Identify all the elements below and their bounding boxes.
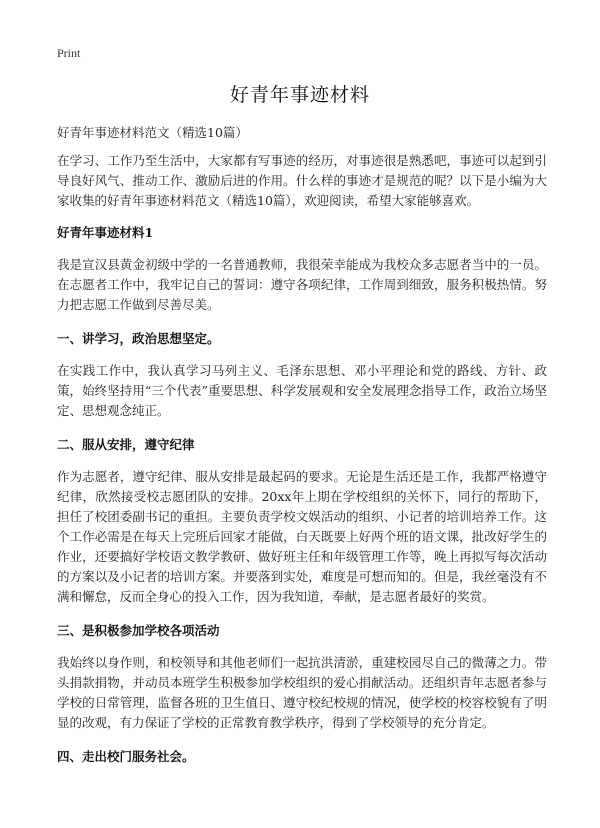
section-body-1: 我是宣汉县黄金初级中学的一名普通教师，我很荣幸能成为我校众多志愿者当中的一员。在志愿者工作中，我牢记自己的誓词：遵守各项纪律，工作周到细致，服务积极热情。努力把志愿工作做到尽善尽美。 [57,257,547,312]
section-heading-2: 一、讲学习，政治思想坚定。 [57,331,220,346]
section-body-2: 在实践工作中，我认真学习马列主义、毛泽东思想、邓小平理论和党的路线、方针、政策，始终坚持用“三个代表”重要思想、科学发展观和安全发展理念指导工作，政治立场坚定、思想观念纯正。 [57,363,547,418]
document-subtitle: 好青年事迹材料范文（精选10篇） [57,125,248,140]
section-heading-3: 二、服从安排，遵守纪律 [57,437,195,452]
section-heading-5: 四、走出校门服务社会。 [57,749,195,764]
section-heading-4: 三、是积极参加学校各项活动 [57,623,220,638]
section-body-3: 作为志愿者，遵守纪律、服从安排是最起码的要求。无论是生活还是工作，我都严格遵守纪律，欣然接受校志愿团队的安排。20xx年上期在学校组织的关怀下，同行的帮助下，担任了校团委副书记的重担。主要负责学校文娱活动的组织、小记者的培训培养工作。这个工作必需是在每天上完班后回家才能做，白天既要上好两个班的语文课，批改好学生的作业，还要搞好学校语文教学教研、做好班主任和年级管理工作等，晚上再拟写每次活动的方案以及小记者的培训方案。并要落到实处，难度是可想而知的。但是，我丝毫没有不满和懈怠，反而全身心的投入工作，因为我知道，奉献，是志愿者最好的奖赏。 [57,469,547,604]
print-link[interactable]: Print [57,46,81,60]
document-title: 好青年事迹材料 [229,84,370,106]
section-body-4: 我始终以身作则，和校领导和其他老师们一起抗洪清淤，重建校园尽自己的微薄之力。带头捐款捐物，并动员本班学生积极参加学校组织的爱心捐献活动。还组织青年志愿者参与学校的日常管理，监督各班的卫生值日、遵守校纪校规的情况，使学校的校容校貌有了明显的改观，有力保证了学校的正常教育教学秩序，得到了学校领导的充分肯定。 [57,655,547,730]
document-body [57,123,547,779]
intro-paragraph: 在学习、工作乃至生活中，大家都有写事迹的经历，对事迹很是熟悉吧，事迹可以起到引导良好风气、推动工作、激励后进的作用。什么样的事迹才是规范的呢？以下是小编为大家收集的好青年事迹材料范文（精选10篇），欢迎阅读，希望大家能够喜欢。 [57,153,547,208]
section-heading-1: 好青年事迹材料1 [57,225,154,240]
